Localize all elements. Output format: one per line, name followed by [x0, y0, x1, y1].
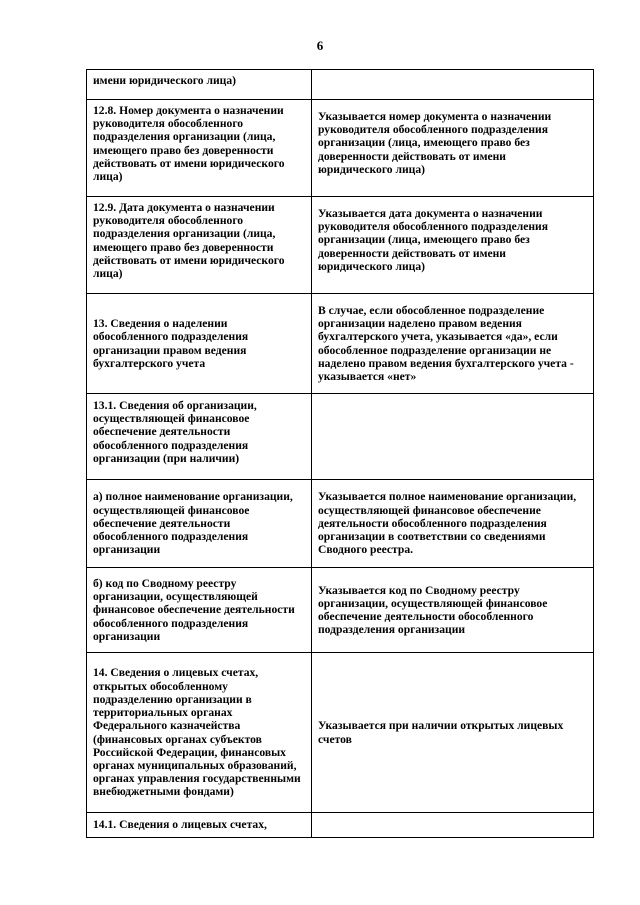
description-cell	[312, 100, 594, 197]
requirements-table	[86, 69, 594, 838]
field-text: б) код по Сводному реестру организации, осуществляющей финансовое обеспечение деятельности обособленного подразделения организации	[93, 576, 295, 643]
description-cell	[312, 70, 594, 100]
table-row	[87, 568, 594, 653]
description-cell	[312, 480, 594, 568]
field-cell	[87, 70, 312, 100]
field-text: 12.8. Номер документа о назначении руководителя обособленного подразделения организации (лица, имеющего право без доверенности действовать от имени юридического лица)	[93, 104, 285, 184]
table-row	[87, 197, 594, 294]
field-cell	[87, 394, 312, 480]
table-row	[87, 480, 594, 568]
table-row	[87, 653, 594, 813]
table-row	[87, 100, 594, 197]
field-text: а) полное наименование организации, осуществляющей финансовое обеспечение деятельности обособленного подразделения организации	[93, 490, 293, 557]
description-text: Указывается дата документа о назначении руководителя обособленного подразделения организации (лица, имеющего право без доверенности действовать от имени юридического лица)	[318, 207, 548, 273]
field-cell	[87, 294, 312, 394]
description-text: Указывается полное наименование организации, осуществляющей финансовое обеспечение деятельности обособленного подразделения организации в соответствии со сведениями Сводного реестра.	[318, 490, 577, 557]
description-text: Указывается при наличии открытых лицевых счетов	[318, 719, 564, 746]
field-text: 13. Сведения о наделении обособленного подразделения организации правом ведения бухгалтерского учета	[93, 317, 249, 370]
field-cell	[87, 813, 312, 838]
field-text: 13.1. Сведения об организации, осуществляющей финансовое обеспечение деятельности обособленного подразделения организации (при наличии)	[93, 399, 257, 465]
description-cell	[312, 294, 594, 394]
description-cell	[312, 394, 594, 480]
description-text: Указывается номер документа о назначении руководителя обособленного подразделения организации (лица, имеющего право без доверенности действовать от имени юридического лица)	[318, 110, 552, 176]
field-cell	[87, 197, 312, 294]
table-row	[87, 813, 594, 838]
field-cell	[87, 480, 312, 568]
field-text: 14. Сведения о лицевых счетах, открытых обособленному подразделению организации в территориальных органах Федерального казначейства (финансовых органах субъектов Российской Федерации, финансовых органах муниципальных образований, органах управления государственными внебюджетными фондами)	[93, 666, 301, 799]
description-text: В случае, если обособленное подразделение организации наделено правом ведения бухгалтерского учета, указывается «да», если обособленное подразделение организации не наделено правом ведения бухгалтерского учета - указывается «нет»	[318, 303, 574, 383]
table-row	[87, 394, 594, 480]
description-cell	[312, 813, 594, 838]
table-row	[87, 70, 594, 100]
description-cell	[312, 568, 594, 653]
field-cell	[87, 653, 312, 813]
field-cell	[87, 568, 312, 653]
description-cell	[312, 197, 594, 294]
table-row	[87, 294, 594, 394]
description-cell	[312, 653, 594, 813]
description-text: Указывается код по Сводному реестру организации, осуществляющей финансовое обеспечение деятельности обособленного подразделения организации	[318, 583, 548, 637]
field-text: имени юридического лица)	[93, 74, 237, 87]
field-text: 14.1. Сведения о лицевых счетах,	[93, 818, 267, 831]
field-cell	[87, 100, 312, 197]
page-number: 6	[316, 38, 324, 53]
field-text: 12.9. Дата документа о назначении руководителя обособленного подразделения организации (лица, имеющего право без доверенности действовать от имени юридического лица)	[93, 201, 285, 281]
